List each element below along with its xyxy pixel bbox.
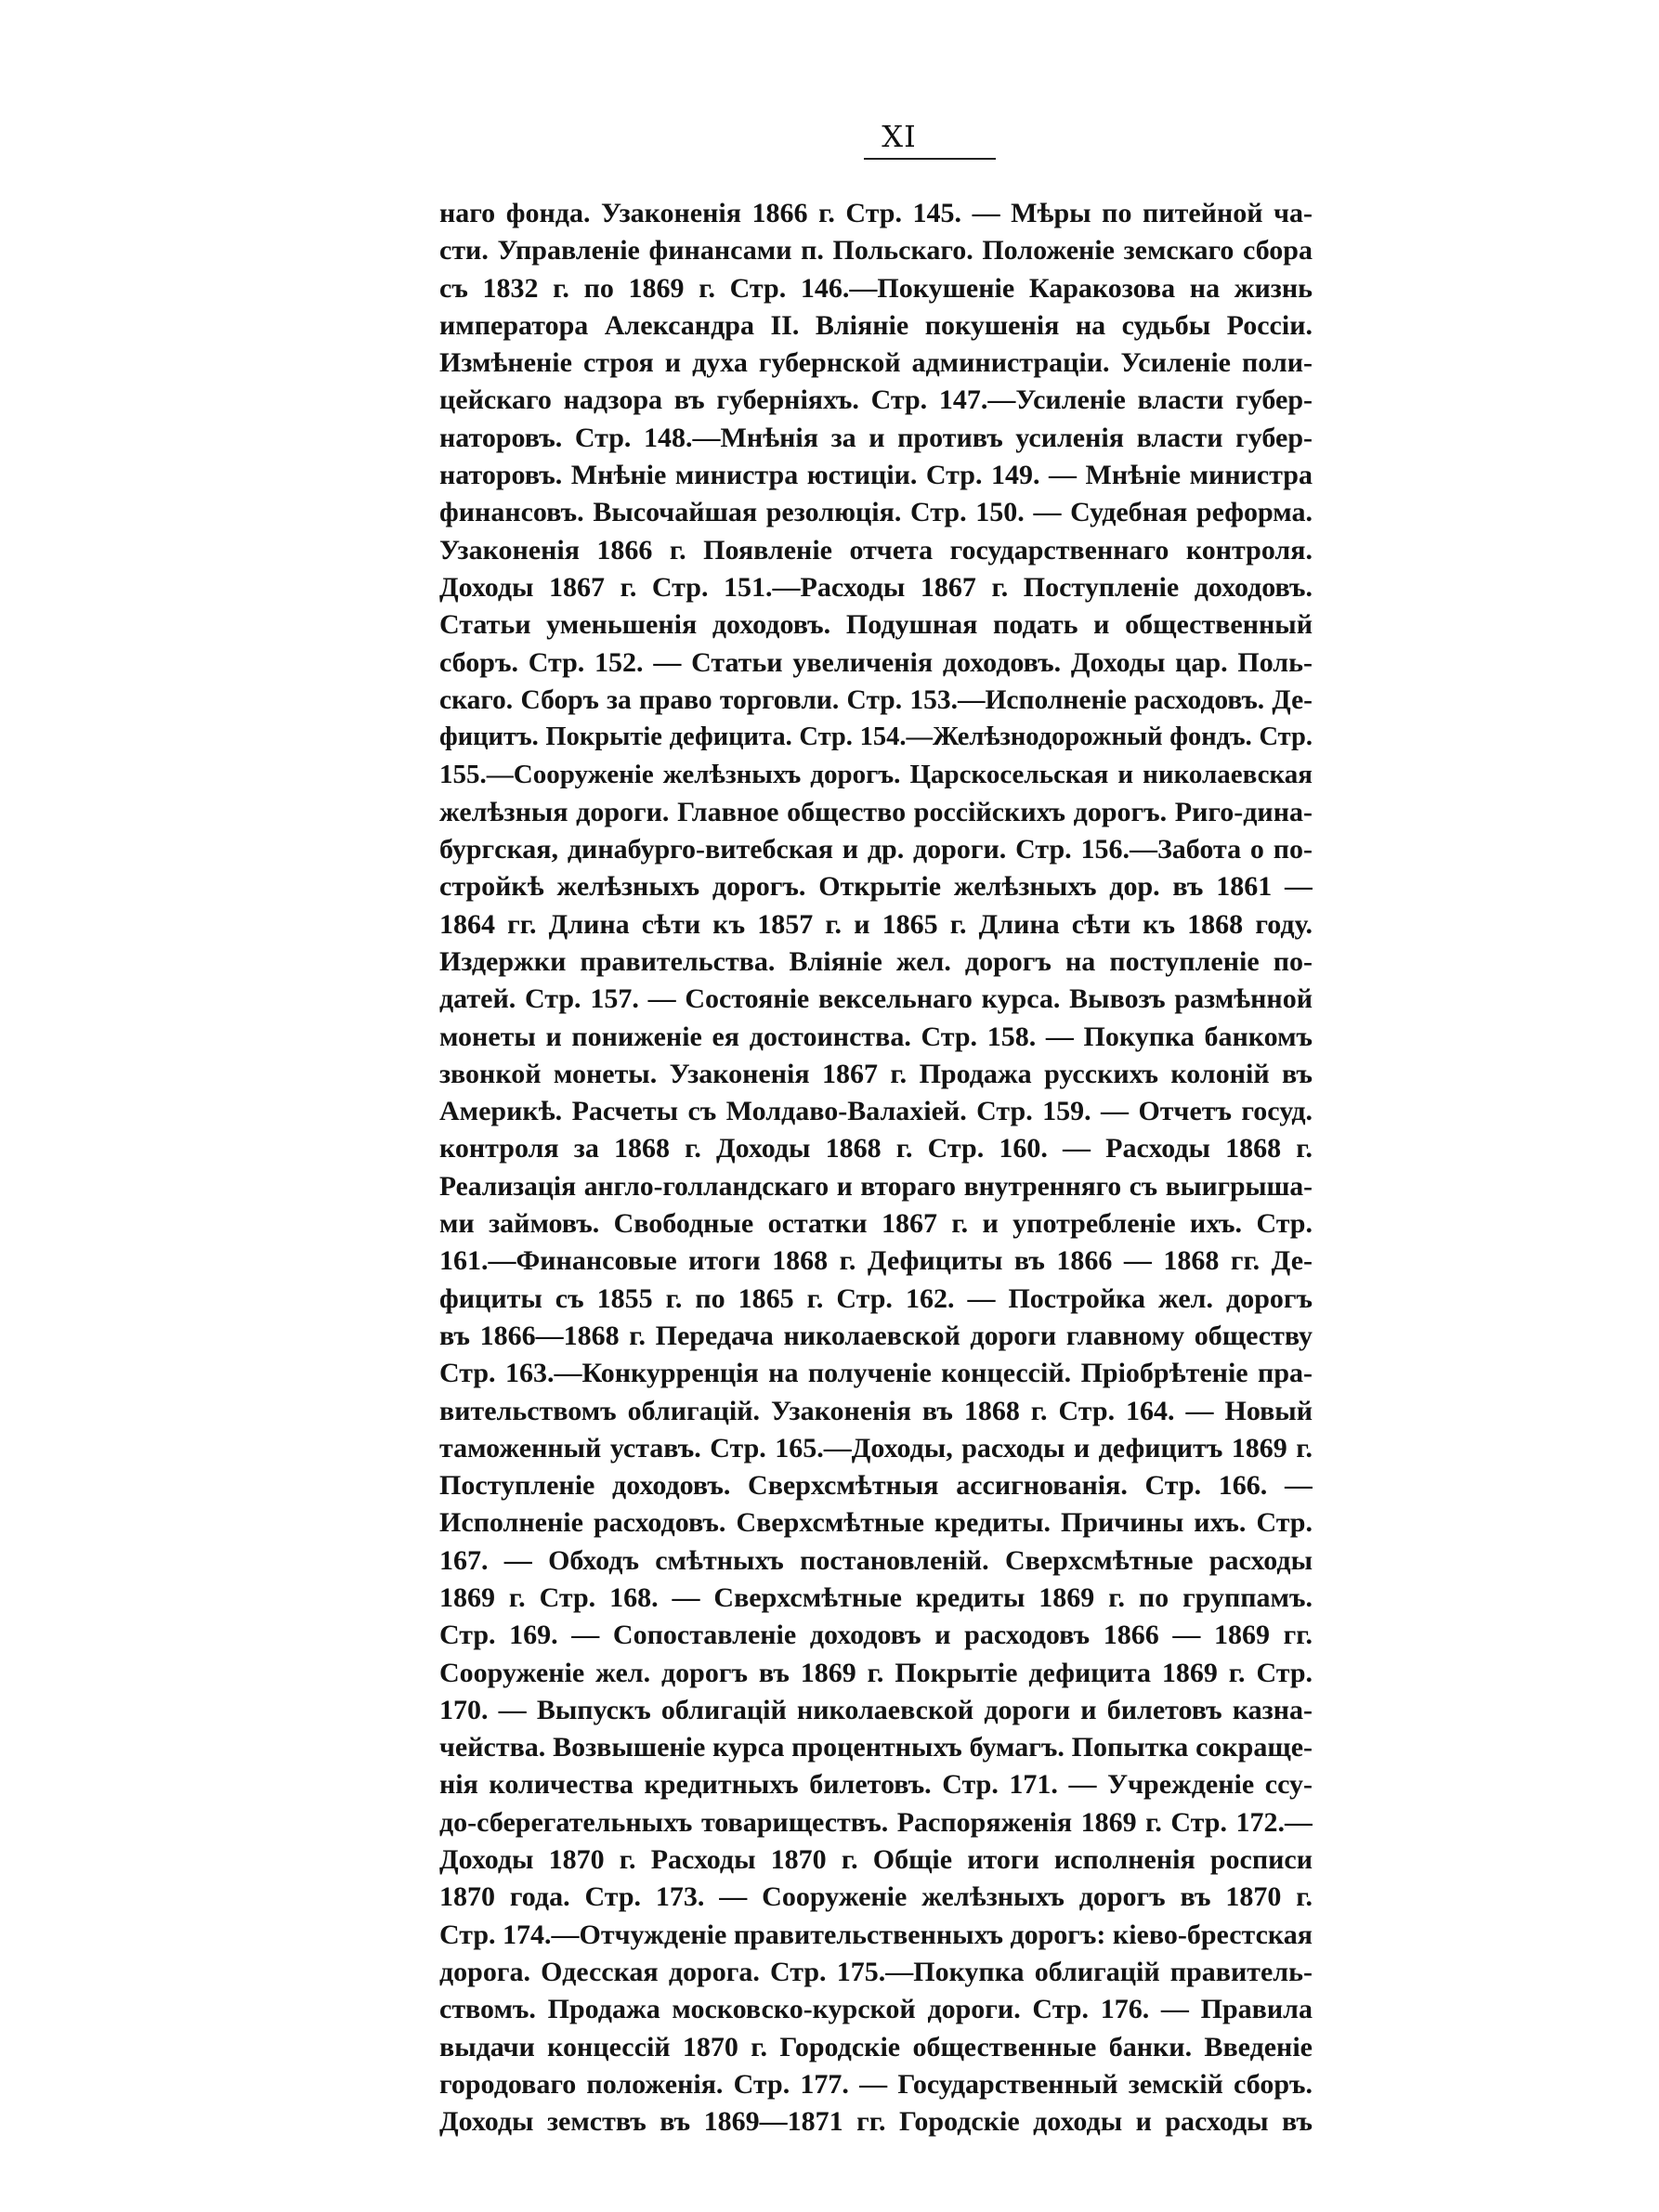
text-line: Реализація англо-голландскаго и втораго внутренняго съ выигрыша- — [439, 1171, 1313, 1202]
text-line: наторовъ. Стр. 148.—Мнѣнія за и противъ усиленія власти губер- — [439, 422, 1313, 453]
text-line: цейскаго надзора въ губерніяхъ. Стр. 147.—Усиленіе власти губер- — [439, 384, 1313, 416]
text-line: фицитъ. Покрытіе дефицита. Стр. 154.—Желѣзнодорожный фондъ. Стр. — [439, 722, 1313, 752]
text-line: 161.—Финансовые итоги 1868 г. Дефициты въ 1866 — 1868 гг. Де- — [439, 1245, 1313, 1277]
text-line: Узаконенія 1866 г. Появленіе отчета государственнаго контроля. — [439, 534, 1313, 566]
text-line: Измѣненіе строя и духа губернской администраціи. Усиленіе поли- — [439, 347, 1313, 379]
text-line: 1870 года. Стр. 173. — Сооруженіе желѣзныхъ дорогъ въ 1870 г. — [439, 1881, 1313, 1913]
text-line: выдачи концессій 1870 г. Городскіе общественные банки. Введеніе — [439, 2031, 1313, 2062]
text-line: Поступленіе доходовъ. Сверхсмѣтныя ассигнованія. Стр. 166. — — [439, 1470, 1313, 1502]
text-line: городоваго положенія. Стр. 177. — Государственный земскій сборъ. — [439, 2068, 1313, 2100]
text-line: Издержки правительства. Вліяніе жел. дорогъ на поступленіе по- — [439, 945, 1313, 977]
text-line: съ 1832 г. по 1869 г. Стр. 146.—Покушеніе Каракозова на жизнь — [439, 272, 1313, 304]
text-line: до-сберегательныхъ товариществъ. Распоряженія 1869 г. Стр. 172.— — [439, 1806, 1313, 1838]
text-line: наторовъ. Мнѣніе министра юстиціи. Стр. 149. — Мнѣніе министра — [439, 460, 1313, 491]
text-line: императора Александра II. Вліяніе покушенія на судьбы Россіи. — [439, 309, 1313, 341]
text-line: финансовъ. Высочайшая резолюція. Стр. 150. — Судебная реформа. — [439, 497, 1313, 528]
text-line: дорога. Одесская дорога. Стр. 175.—Покупка облигацій правитель- — [439, 1956, 1313, 1987]
text-line: Доходы 1867 г. Стр. 151.—Расходы 1867 г. Поступленіе доходовъ. — [439, 571, 1313, 603]
text-line: стройкѣ желѣзныхъ дорогъ. Открытіе желѣзныхъ дор. въ 1861 — — [439, 871, 1313, 903]
text-line: датей. Стр. 157. — Состояніе вексельнаго курса. Вывозъ размѣнной — [439, 983, 1313, 1015]
text-line: ствомъ. Продажа московско-курской дороги. Стр. 176. — Правила — [439, 1994, 1313, 2025]
text-line: Доходы земствъ въ 1869—1871 гг. Городскіе доходы и расходы въ — [439, 2106, 1313, 2138]
text-line: монеты и пониженіе ея достоинства. Стр. 158. — Покупка банкомъ — [439, 1021, 1313, 1052]
text-line: Стр. 169. — Сопоставленіе доходовъ и расходовъ 1866 — 1869 гг. — [439, 1620, 1313, 1651]
text-line: таможенный уставъ. Стр. 165.—Доходы, расходы и дефицитъ 1869 г. — [439, 1432, 1313, 1464]
text-line: Сооруженіе жел. дорогъ въ 1869 г. Покрытіе дефицита 1869 г. Стр. — [439, 1657, 1313, 1688]
text-line: 167. — Обходъ смѣтныхъ постановленій. Сверхсмѣтные расходы — [439, 1544, 1313, 1576]
text-line: контроля за 1868 г. Доходы 1868 г. Стр. 160. — Расходы 1868 г. — [439, 1133, 1313, 1165]
text-line: фициты съ 1855 г. по 1865 г. Стр. 162. — Постройка жел. дорогъ — [439, 1282, 1313, 1314]
text-line: Исполненіе расходовъ. Сверхсмѣтные кредиты. Причины ихъ. Стр. — [439, 1507, 1313, 1539]
text-line: наго фонда. Узаконенія 1866 г. Стр. 145. — Мѣры по питейной ча- — [439, 198, 1313, 228]
text-line: сти. Управленіе финансами п. Польскаго. Положеніе земскаго сбора — [439, 235, 1313, 267]
body-text — [439, 195, 1313, 2140]
text-line: бургская, динабурго-витебская и др. дороги. Стр. 156.—Забота о по- — [439, 834, 1313, 865]
text-line: 170. — Выпускъ облигацій николаевской дороги и билетовъ казна- — [439, 1694, 1313, 1725]
page-header — [0, 119, 1659, 154]
text-line: Стр. 163.—Конкурренція на полученіе концессій. Пріобрѣтеніе пра- — [439, 1358, 1313, 1389]
text-line: 1869 г. Стр. 168. — Сверхсмѣтные кредиты 1869 г. по группамъ. — [439, 1581, 1313, 1613]
text-line: Стр. 174.—Отчужденіе правительственныхъ дорогъ: кіево-брестская — [439, 1919, 1313, 1950]
text-line: вительствомъ облигацій. Узаконенія въ 1868 г. Стр. 164. — Новый — [439, 1395, 1313, 1426]
text-line: въ 1866—1868 г. Передача николаевской дороги главному обществу — [439, 1320, 1313, 1351]
text-line: Доходы 1870 г. Расходы 1870 г. Общіе итоги исполненія росписи — [439, 1844, 1313, 1876]
text-line: скаго. Сборъ за право торговли. Стр. 153.—Исполненіе расходовъ. Де- — [439, 684, 1313, 715]
text-line: Статьи уменьшенія доходовъ. Подушная подать и общественный — [439, 609, 1313, 641]
header-rule — [864, 158, 996, 160]
text-line: нія количества кредитныхъ билетовъ. Стр. 171. — Учрежденіе ссу- — [439, 1769, 1313, 1801]
text-line: 155.—Сооруженіе желѣзныхъ дорогъ. Царскосельская и николаевская — [439, 760, 1313, 790]
text-line: Америкѣ. Расчеты съ Молдаво-Валахіей. Стр. 159. — Отчетъ госуд. — [439, 1096, 1313, 1127]
text-line: сборъ. Стр. 152. — Статьи увеличенія доходовъ. Доходы цар. Поль- — [439, 646, 1313, 678]
text-line: звонкой монеты. Узаконенія 1867 г. Продажа русскихъ колоній въ — [439, 1058, 1313, 1089]
text-line: 1864 гг. Длина сѣти къ 1857 г. и 1865 г. Длина сѣти къ 1868 году. — [439, 908, 1313, 940]
text-line: чейства. Возвышеніе курса процентныхъ бумагъ. Попытка сокраще- — [439, 1732, 1313, 1763]
page-number: XI — [882, 119, 917, 154]
text-line: ми займовъ. Свободные остатки 1867 г. и употребленіе ихъ. Стр. — [439, 1208, 1313, 1240]
text-line: желѣзныя дороги. Главное общество россійскихъ дорогъ. Риго-дина- — [439, 796, 1313, 827]
